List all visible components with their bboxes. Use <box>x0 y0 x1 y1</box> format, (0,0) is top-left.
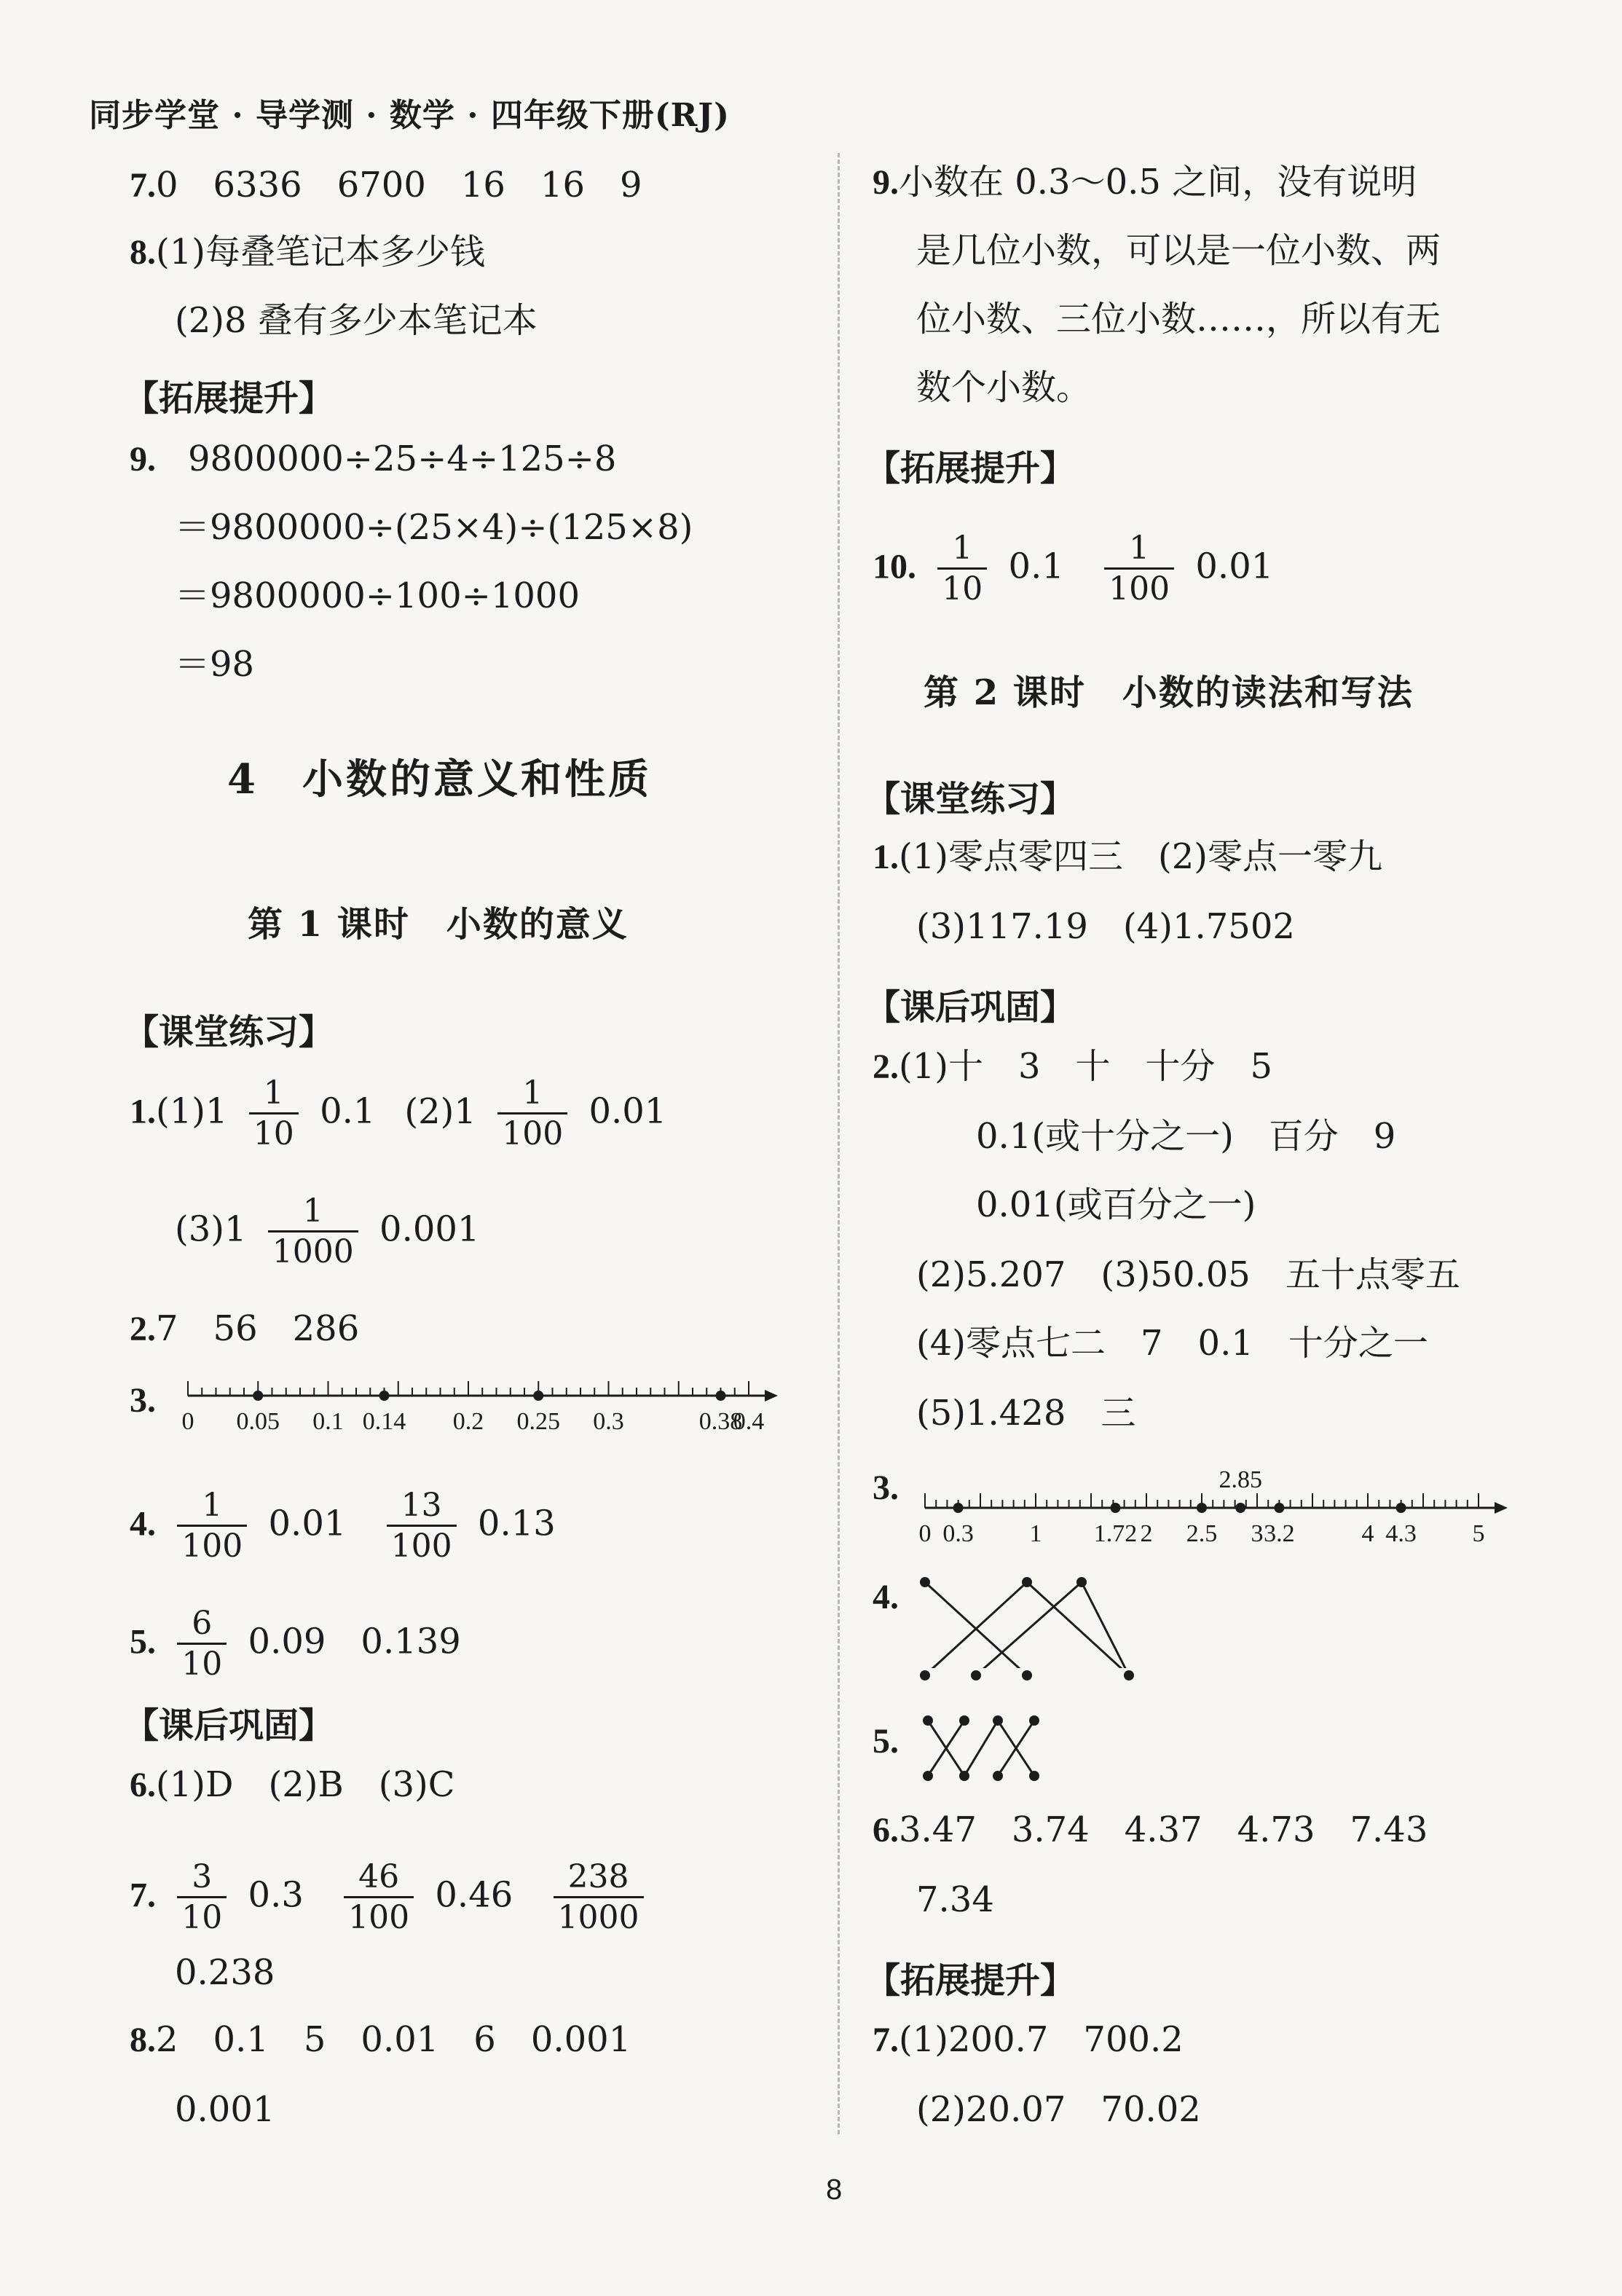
answer-text: (1)1 <box>156 1090 228 1132</box>
answer-9-line3: ＝9800000÷100÷1000 <box>175 575 580 616</box>
axis-label: 0.14 <box>362 1408 406 1434</box>
question-number: 5. <box>130 1622 156 1662</box>
answer-text: (3)1 <box>175 1208 247 1250</box>
answer-r9-line1 <box>873 162 1417 203</box>
question-number: 1. <box>873 838 899 876</box>
answer-r6-line2: 7.34 <box>916 1879 994 1920</box>
lesson-title: 第 1 课时 小数的意义 <box>248 904 629 945</box>
axis-arrow <box>1495 1502 1508 1514</box>
question-number: 5. <box>873 1722 899 1761</box>
number-line-left <box>173 1375 792 1434</box>
question-number: 7. <box>130 166 156 205</box>
answer-r2-line4: (2)5.207 (3)50.05 五十点零五 <box>916 1254 1460 1295</box>
denominator: 1000 <box>268 1230 358 1271</box>
fraction <box>177 1605 227 1683</box>
answer-s1-row1 <box>130 1075 666 1152</box>
axis-label: 0 <box>918 1520 932 1547</box>
answer-r9-line2: 是几位小数，可以是一位小数、两 <box>916 230 1441 271</box>
axis-label: 0.2 <box>452 1408 484 1434</box>
answer-text: 0.01 <box>1195 546 1274 587</box>
marked-point <box>1110 1503 1120 1513</box>
axis-label: 0.25 <box>516 1408 560 1434</box>
fraction <box>177 1859 227 1936</box>
question-number: 6. <box>873 1811 899 1849</box>
numerator: 1 <box>1129 530 1150 567</box>
matching-diagram-5 <box>912 1705 1058 1792</box>
axis-label: 0.1 <box>312 1408 344 1434</box>
answer-r2-line1 <box>873 1046 1273 1087</box>
answer-8-2: (2)8 叠有多少本笔记本 <box>175 300 538 341</box>
answer-r6-line1 <box>873 1809 1428 1850</box>
answer-text: 0.1 <box>1008 546 1064 587</box>
question-number: 3. <box>873 1469 899 1507</box>
denominator: 100 <box>177 1525 247 1565</box>
marked-point <box>1197 1503 1207 1513</box>
axis-label: 4 <box>1361 1520 1374 1547</box>
axis-label: 2.5 <box>1186 1520 1218 1547</box>
fraction <box>387 1487 457 1565</box>
question-number: 8. <box>130 2021 156 2059</box>
numerator: 1 <box>952 530 973 567</box>
answer-text: 0.13 <box>477 1503 556 1544</box>
match-point <box>1029 1771 1039 1781</box>
answer-r4 <box>873 1579 899 1615</box>
answer-r9-line4: 数个小数。 <box>916 367 1092 408</box>
axis-label: 5 <box>1472 1520 1485 1547</box>
question-number: 8. <box>130 233 156 272</box>
numerator: 1 <box>263 1074 284 1112</box>
question-number: 9. <box>130 440 156 479</box>
answer-text: (1)十 3 十 十分 5 <box>899 1046 1273 1087</box>
fraction <box>1104 530 1174 608</box>
answer-9-line1 <box>130 441 616 477</box>
match-point <box>959 1715 969 1726</box>
fraction <box>497 1075 567 1152</box>
axis-label: 0 <box>181 1408 194 1434</box>
answer-text: (1)200.7 700.2 <box>899 2019 1184 2060</box>
axis-label: 0.05 <box>236 1408 280 1434</box>
fraction <box>177 1487 247 1565</box>
denominator: 100 <box>1104 567 1174 608</box>
question-number: 7. <box>130 1876 156 1915</box>
denominator: 1000 <box>554 1896 644 1937</box>
match-point <box>971 1670 981 1680</box>
answer-r2-line2: 0.1(或十分之一) 百分 9 <box>976 1116 1396 1157</box>
answer-text: 0.09 0.139 <box>248 1621 461 1662</box>
answer-r7-line1 <box>873 2019 1184 2060</box>
section-tag-class: 【课堂练习】 <box>124 1012 334 1053</box>
answer-r5 <box>873 1723 899 1759</box>
unit-title: 4 小数的意义和性质 <box>227 755 652 803</box>
answer-text: 2 0.1 5 0.01 6 0.001 <box>156 2019 631 2060</box>
answer-r1-line2: (3)117.19 (4)1.7502 <box>916 906 1295 947</box>
question-number: 2. <box>130 1310 156 1348</box>
answer-s7-row2: 0.238 <box>175 1952 275 1993</box>
axis-label: 1.72 <box>1093 1520 1138 1547</box>
question-number: 10. <box>873 547 916 586</box>
section-tag-extend: 【拓展提升】 <box>865 1960 1076 2001</box>
answer-text: 0.1 <box>320 1090 376 1132</box>
axis-label: 3.2 <box>1264 1520 1295 1547</box>
match-point <box>923 1715 933 1726</box>
answer-9-line4: ＝98 <box>175 644 255 685</box>
question-number: 4. <box>130 1504 156 1544</box>
point-label: 2.85 <box>1219 1466 1262 1493</box>
answer-r2-line3: 0.01(或百分之一) <box>976 1184 1256 1225</box>
match-point <box>993 1771 1003 1781</box>
match-point <box>923 1771 933 1781</box>
number-line-right <box>912 1455 1516 1550</box>
answer-r10 <box>873 530 1273 608</box>
denominator: 10 <box>177 1643 227 1683</box>
section-tag-extend: 【拓展提升】 <box>124 378 334 419</box>
running-header: 同步学堂 · 导学测 · 数学 · 四年级下册(RJ) <box>89 97 730 134</box>
answer-text: 7 56 286 <box>156 1308 360 1349</box>
answer-text: (2)1 <box>404 1090 476 1132</box>
section-tag-after: 【课后巩固】 <box>124 1705 334 1746</box>
axis-label: 4.3 <box>1385 1520 1417 1547</box>
marked-point <box>953 1503 964 1513</box>
marked-point <box>1274 1503 1284 1513</box>
answer-text: 0.01 <box>268 1503 347 1544</box>
match-point <box>1022 1670 1032 1680</box>
matching-diagram-4-points <box>910 1566 1151 1683</box>
numerator: 3 <box>192 1858 213 1895</box>
axis-label: 0.3 <box>942 1520 974 1547</box>
answer-s6 <box>130 1764 455 1805</box>
page-number: 8 <box>826 2174 843 2206</box>
marked-point <box>379 1391 390 1401</box>
fraction <box>249 1075 299 1152</box>
numerator: 6 <box>192 1605 213 1642</box>
answer-text: 0.01 <box>588 1090 667 1132</box>
axis-label: 1 <box>1029 1520 1042 1547</box>
denominator: 100 <box>497 1112 567 1153</box>
fraction <box>268 1193 358 1270</box>
match-point <box>1022 1577 1032 1587</box>
question-number: 9. <box>873 163 899 202</box>
match-line <box>964 1721 998 1776</box>
question-number: 6. <box>130 1766 156 1804</box>
answer-7 <box>130 165 642 205</box>
fraction <box>554 1859 644 1936</box>
marked-point <box>253 1391 263 1401</box>
axis-label: 2 <box>1140 1520 1153 1547</box>
axis-arrow <box>765 1390 778 1401</box>
answer-text: 小数在 0.3～0.5 之间，没有说明 <box>899 162 1417 203</box>
question-number: 7. <box>873 2021 899 2059</box>
numerator: 1 <box>522 1074 543 1112</box>
match-point <box>993 1715 1003 1726</box>
match-point <box>1124 1670 1134 1680</box>
lesson-title: 第 2 课时 小数的读法和写法 <box>924 672 1414 713</box>
answer-text: 9800000÷25÷4÷125÷8 <box>188 439 617 479</box>
numerator: 1 <box>202 1487 223 1524</box>
answer-s7 <box>130 1859 654 1936</box>
marked-point <box>1396 1503 1406 1513</box>
answer-8-1 <box>130 232 485 272</box>
section-tag-class: 【课堂练习】 <box>865 779 1076 819</box>
match-point <box>920 1670 930 1680</box>
answer-text: (1)D (2)B (3)C <box>156 1764 455 1805</box>
question-number: 4. <box>873 1578 899 1616</box>
denominator: 10 <box>249 1112 299 1153</box>
question-number: 2. <box>873 1047 899 1086</box>
axis-label: 0.38 <box>698 1408 743 1434</box>
numerator: 13 <box>401 1487 442 1524</box>
answer-r7-line2: (2)20.07 70.02 <box>916 2089 1201 2130</box>
answer-text: 3.47 3.74 4.37 4.73 7.43 <box>899 1809 1428 1850</box>
denominator: 100 <box>387 1525 457 1565</box>
axis-label: 3 <box>1251 1520 1264 1547</box>
section-tag-after: 【课后巩固】 <box>865 987 1076 1028</box>
answer-r9-line3: 位小数、三位小数……，所以有无 <box>916 299 1441 339</box>
answer-text: (1)每叠笔记本多少钱 <box>156 232 485 272</box>
answer-s8-row2: 0.001 <box>175 2089 275 2130</box>
axis-label: 0.3 <box>593 1408 624 1434</box>
marked-point <box>716 1391 726 1401</box>
question-number: 3. <box>130 1381 156 1420</box>
marked-point <box>533 1391 543 1401</box>
answer-r2-line6: (5)1.428 三 <box>916 1393 1136 1434</box>
match-point <box>959 1771 969 1781</box>
answer-9-line2: ＝9800000÷(25×4)÷(125×8) <box>175 507 693 548</box>
column-divider <box>838 153 840 2134</box>
answer-s1-row2 <box>175 1193 479 1270</box>
numerator: 1 <box>302 1192 323 1230</box>
answer-text: (1)零点零四三 (2)零点一零九 <box>899 836 1382 877</box>
section-tag-extend: 【拓展提升】 <box>865 448 1076 489</box>
answer-text: 0 6336 6700 16 16 9 <box>156 165 642 205</box>
denominator: 10 <box>177 1896 227 1937</box>
answer-s5 <box>130 1605 461 1683</box>
answer-r2-line5: (4)零点七二 7 0.1 十分之一 <box>916 1323 1428 1364</box>
match-point <box>1076 1577 1087 1587</box>
numerator: 238 <box>567 1858 629 1895</box>
match-point <box>920 1577 930 1587</box>
marked-point <box>1235 1503 1245 1513</box>
denominator: 100 <box>344 1896 414 1937</box>
question-number: 1. <box>130 1092 156 1131</box>
answer-s8 <box>130 2019 631 2060</box>
answer-s4 <box>130 1487 556 1565</box>
answer-text: 0.001 <box>379 1208 480 1250</box>
fraction <box>937 530 987 608</box>
answer-text: 0.3 <box>248 1874 304 1916</box>
answer-text: 0.46 <box>435 1874 513 1916</box>
fraction <box>344 1859 414 1936</box>
answer-s3 <box>130 1383 156 1418</box>
match-point <box>1029 1715 1039 1726</box>
answer-r3 <box>873 1470 899 1506</box>
answer-r1-line1 <box>873 836 1382 877</box>
numerator: 46 <box>358 1858 400 1895</box>
answer-s2 <box>130 1308 360 1349</box>
axis-label: 0.4 <box>733 1408 765 1434</box>
denominator: 10 <box>937 567 987 608</box>
